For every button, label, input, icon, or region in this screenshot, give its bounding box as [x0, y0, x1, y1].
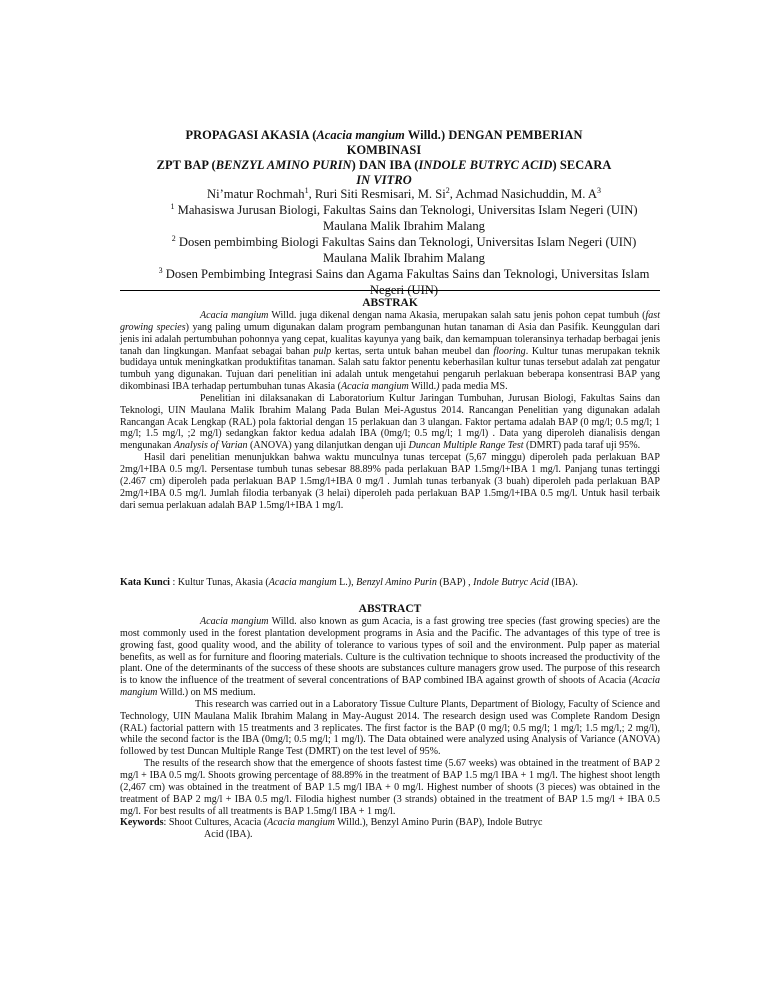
title-text: ) SECARA: [552, 158, 612, 172]
affiliation-3: $^3$ Dosen Pembimbing Integrasi Sains dan Agama Fakultas Sains dan Teknologi, Universitas Islam Negeri (UIN): [158, 265, 650, 297]
abstract-paragraph-1: Acacia mangium Willd. also known as gum Acacia, is a fast growing tree species (fast growing species) are the most commonly used in the forest plantation development programs in Asia and the Pacific. The advantages of this type of tree is growing fast, good quality wood, and the ability of tolerance to various types of soil and the environment. Pulp paper as material benefits, as well as for furniture and flooring materials. Culture is the cultivation technique to shoots increased the productivity of the plant. One of the determinants of the success of these shoots are substances culture managers grow used. The purpose of this research is to know the influence of the treatment of several concentrations of BAP combined IBA against growth of shoots of Acacia (Acacia mangium Willd.) on MS medium.: [120, 616, 660, 699]
abstract-body: [120, 616, 660, 841]
abstrak-heading: ABSTRAK: [362, 297, 418, 309]
abstract-paragraph-2: This research was carried out in a Laboratory Tissue Culture Plants, Department of Biology, Faculty of Science and Technology, UIN Maulana Malik Ibrahim Malang in May-August 2014. The research design used was Complete Random Design (RAL) factorial pattern with 15 treatments and 3 replicates. The first factor is the BAP (0 mg/l; 0.5 mg/l; 1 mg/l; 1.5 mg/l,; 2 mg/l), while the second factor is the IBA (0mg/l; 0.5 mg/l; 1 mg/l). The Data obtained were analyzed using Analysis of Variance (ANOVA) followed by test Duncan Multiple Range Test (DMRT) on the test level of 95%.: [120, 698, 660, 758]
abstrak-paragraph-2: Penelitian ini dilaksanakan di Laboratorium Kultur Jaringan Tumbuhan, Jurusan Biologi, Fakultas Sains dan Teknologi, UIN Maulana Malik Ibrahim Malang Pada Bulan Mei-Agustus 2014. Rancangan Penelitian yang digunakan adalah Rancangan Acak Lengkap (RAL) pola faktorial dengan 15 perlakuan dan 3 ulangan. Faktor pertama adalah BAP (0 mg/l; 0.5 mg/l; 1 mg/l; 1.5 mg/l, ;2 mg/l) sedangkan faktor kedua adalah IBA (0mg/l; 0.5 mg/l; 1 mg/l) . Data yang diperoleh dianalisis dengan mengunakan Analysis of Varian (ANOVA) yang dilanjutkan dengan uji Duncan Multiple Range Test (DMRT) pada taraf uji 95%.: [120, 392, 660, 452]
title-text: ZPT BAP (: [156, 158, 216, 172]
abstrak-paragraph-3: Hasil dari penelitian menunjukkan bahwa waktu munculnya tunas tercepat (5,67 minggu) diperoleh pada perlakuan BAP 2mg/l+IBA 0.5 mg/l. Persentase tumbuh tunas sebesar 88.89% pada perlakuan BAP 1.5mg/l+IBA 1 mg/l. Panjang tunas tertinggi (2.467 cm) diperoleh pada perlakuan BAP 1.5mg/l+IBA 0 mg/l . Jumlah tunas terbanyak (3 buah) diperoleh pada perlakuan BAP 2mg/l+IBA 0.5 mg/l. Jumlah filodia terbanyak (3 helai) diperoleh pada perlakuan BAP 1.5mg/l+IBA 0.5 mg/l. Untuk hasil terbaik dari semua perlakuan adalah BAP 1.5mg/l+IBA 1 mg/l.: [120, 452, 660, 511]
abstract-heading: ABSTRACT: [358, 603, 422, 615]
affiliation-1: $^1$ Mahasiswa Jurusan Biologi, Fakultas Sains dan Teknologi, Universitas Islam Negeri (UIN) Maulana Malik Ibrahim Malang: [170, 201, 638, 233]
title-in-vitro: IN VITRO: [356, 173, 412, 187]
author-block: [150, 186, 658, 298]
title-text: Willd.) DENGAN PEMBERIAN KOMBINASI: [346, 128, 583, 157]
header-divider: [120, 290, 660, 291]
affiliation-2: $^2$ Dosen pembimbing Biologi Fakultas Sains dan Teknologi, Universitas Islam Negeri (UIN) Maulana Malik Ibrahim Malang: [171, 233, 637, 265]
abstract-paragraph-3: The results of the research show that the emergence of shoots fastest time (5.67 weeks) was obtained in the treatment of BAP 2 mg/l + IBA 0.5 mg/l. Shoots growing percentage of 88.89% in the treatment of BAP 1.5 mg/l IBA + 1 mg/l. The highest shoot length (2,467 cm) was obtained in the treatment of BAP 1.5 mg/l IBA + 0 mg/l. Highest number of shoots (3 pieces) was obtained in the treatment of BAP 2 mg/l + IBA 0.5 mg/l. Filodia highest number (3 strands) obtained in the treatment of BAP 1.5 mg/l + IBA 0.5 mg/l. For best results of all treatments is BAP 1.5mg/l IBA + 1 mg/l.: [120, 758, 660, 817]
abstrak-paragraph-1: Acacia mangium Willd. juga dikenal dengan nama Akasia, merupakan salah satu jenis pohon cepat tumbuh (fast growing species) yang paling umum digunakan dalam program pembangunan hutan tanaman di Asia dan Pasifik. Keunggulan dari jenis ini adalah pertumbuhan pohonnya yang cepat, kualitas kayunya yang baik, dan kemampuan toleransinya terhadap berbagai jenis tanah dan lingkungan. Manfaat sebagai bahan pulp kertas, serta untuk bahan meubel dan flooring. Kultur tunas merupakan teknik budidaya untuk meningkatkan produktifitas tanaman. Salah satu faktor penentu keberhasilan kultur tunas tersebut adalah zat pengatur tumbuh yang digunakan. Tujuan dari penelitian ini adalah untuk mengetahui pengaruh perlakuan beberapa konsentrasi BAP yang dikombinasi IBA terhadap pertumbuhan tunas Akasia (Acacia mangium Willd.) pada media MS.: [120, 310, 660, 393]
title-bap: BENZYL AMINO PURIN: [215, 158, 352, 172]
keywords: Keywords: Shoot Cultures, Acacia (Acacia mangium Willd.), Benzyl Amino Purin (BAP), Indole Butryc Acid (IBA).: [120, 817, 543, 841]
title-text: ) DAN IBA (: [351, 158, 419, 172]
title-iba: INDOLE BUTRYC ACID: [418, 158, 553, 172]
paper-title: [150, 128, 618, 188]
kata-kunci: Kata Kunci : Kultur Tunas, Akasia (Acacia mangium L.), Benzyl Amino Purin (BAP) , Indole Butryc Acid (IBA).: [120, 577, 578, 588]
title-species: Acacia mangium: [316, 128, 405, 142]
title-text: PROPAGASI AKASIA (: [185, 128, 317, 142]
abstrak-body: [120, 310, 660, 511]
author-names: Ni’matur Rochmah$^1$, Ruri Siti Resmisari, M. Si$^2$, Achmad Nasichuddin, M. $A^3$: [207, 185, 601, 201]
